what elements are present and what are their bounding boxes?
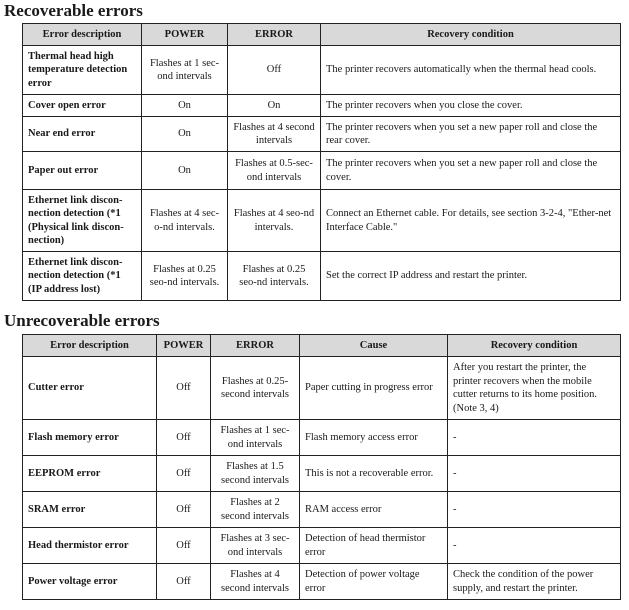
table-row [23,46,621,95]
recoverable-errors-heading: Recoverable errors [4,1,143,20]
cell-recovery: After you restart the printer, the printer recovers when the mobile cutter returns to its home position. (Note 3, 4) [448,357,621,420]
cell-recovery: The printer recovers when you set a new paper roll and close the cover. [321,152,621,190]
cell-description: Flash memory error [23,420,157,456]
cell-recovery: Set the correct IP address and restart the printer. [321,252,621,301]
header-error-description: Error description [23,24,142,46]
cell-power: Off [157,564,211,600]
unrecoverable-errors-table [22,334,621,600]
cell-description: Cutter error [23,357,157,420]
cell-power: Flashes at 0.25 seo-nd intervals. [142,252,228,301]
cell-error: Flashes at 4 second intervals [228,117,321,152]
table-row [23,252,621,301]
table-row [23,564,621,600]
cell-power: On [142,95,228,117]
cell-cause: Paper cutting in progress error [300,357,448,420]
cell-description: Near end error [23,117,142,152]
cell-power: Off [157,528,211,564]
cell-recovery: - [448,492,621,528]
header-error-description: Error description [23,335,157,357]
cell-error: Flashes at 0.25-second intervals [211,357,300,420]
table-header-row [23,24,621,46]
cell-error: Flashes at 1 sec-ond intervals [211,420,300,456]
cell-description: SRAM error [23,492,157,528]
table-row [23,357,621,420]
header-power: POWER [157,335,211,357]
cell-error: Flashes at 1.5 second intervals [211,456,300,492]
header-power: POWER [142,24,228,46]
cell-cause: Detection of power voltage error [300,564,448,600]
recoverable-errors-table [22,23,621,301]
header-error: ERROR [211,335,300,357]
table-row [23,95,621,117]
cell-recovery: - [448,528,621,564]
cell-recovery: The printer recovers when you close the cover. [321,95,621,117]
cell-error: Flashes at 0.5-sec-ond intervals [228,152,321,190]
unrecoverable-errors-heading: Unrecoverable errors [4,311,160,330]
header-cause: Cause [300,335,448,357]
cell-power: Off [157,357,211,420]
table-row [23,117,621,152]
cell-cause: This is not a recoverable error. [300,456,448,492]
cell-power: Flashes at 1 sec-ond intervals [142,46,228,95]
cell-recovery: The printer recovers automatically when the thermal head cools. [321,46,621,95]
cell-description: Thermal head high temperature detection error [23,46,142,95]
cell-description: Cover open error [23,95,142,117]
table-row [23,492,621,528]
cell-error: Flashes at 2 second intervals [211,492,300,528]
cell-power: Off [157,420,211,456]
cell-error: Flashes at 0.25 seo-nd intervals. [228,252,321,301]
header-recovery-condition: Recovery condition [448,335,621,357]
cell-recovery: - [448,420,621,456]
cell-error: Flashes at 4 seo-nd intervals. [228,190,321,252]
cell-power: On [142,152,228,190]
cell-error: Off [228,46,321,95]
cell-description: EEPROM error [23,456,157,492]
table-row [23,456,621,492]
cell-cause: Detection of head thermistor error [300,528,448,564]
cell-power: On [142,117,228,152]
cell-description: Ethernet link discon-nection detection (*1 (Physical link discon-nection) [23,190,142,252]
cell-description: Paper out error [23,152,142,190]
cell-description: Head thermistor error [23,528,157,564]
table-row [23,190,621,252]
cell-error: Flashes at 4 second intervals [211,564,300,600]
cell-cause: RAM access error [300,492,448,528]
table-row [23,420,621,456]
table-header-row [23,335,621,357]
cell-recovery: - [448,456,621,492]
cell-error: Flashes at 3 sec-ond intervals [211,528,300,564]
cell-error: On [228,95,321,117]
cell-power: Off [157,456,211,492]
cell-recovery: The printer recovers when you set a new paper roll and close the rear cover. [321,117,621,152]
header-recovery-condition: Recovery condition [321,24,621,46]
table-row [23,152,621,190]
cell-power: Flashes at 4 sec-o-nd intervals. [142,190,228,252]
cell-cause: Flash memory access error [300,420,448,456]
table-row [23,528,621,564]
cell-recovery: Connect an Ethernet cable. For details, see section 3-2-4, "Ether-net Interface Cable." [321,190,621,252]
cell-description: Ethernet link discon-nection detection (*1 (IP address lost) [23,252,142,301]
cell-recovery: Check the condition of the power supply, and restart the printer. [448,564,621,600]
cell-power: Off [157,492,211,528]
cell-description: Power voltage error [23,564,157,600]
header-error: ERROR [228,24,321,46]
